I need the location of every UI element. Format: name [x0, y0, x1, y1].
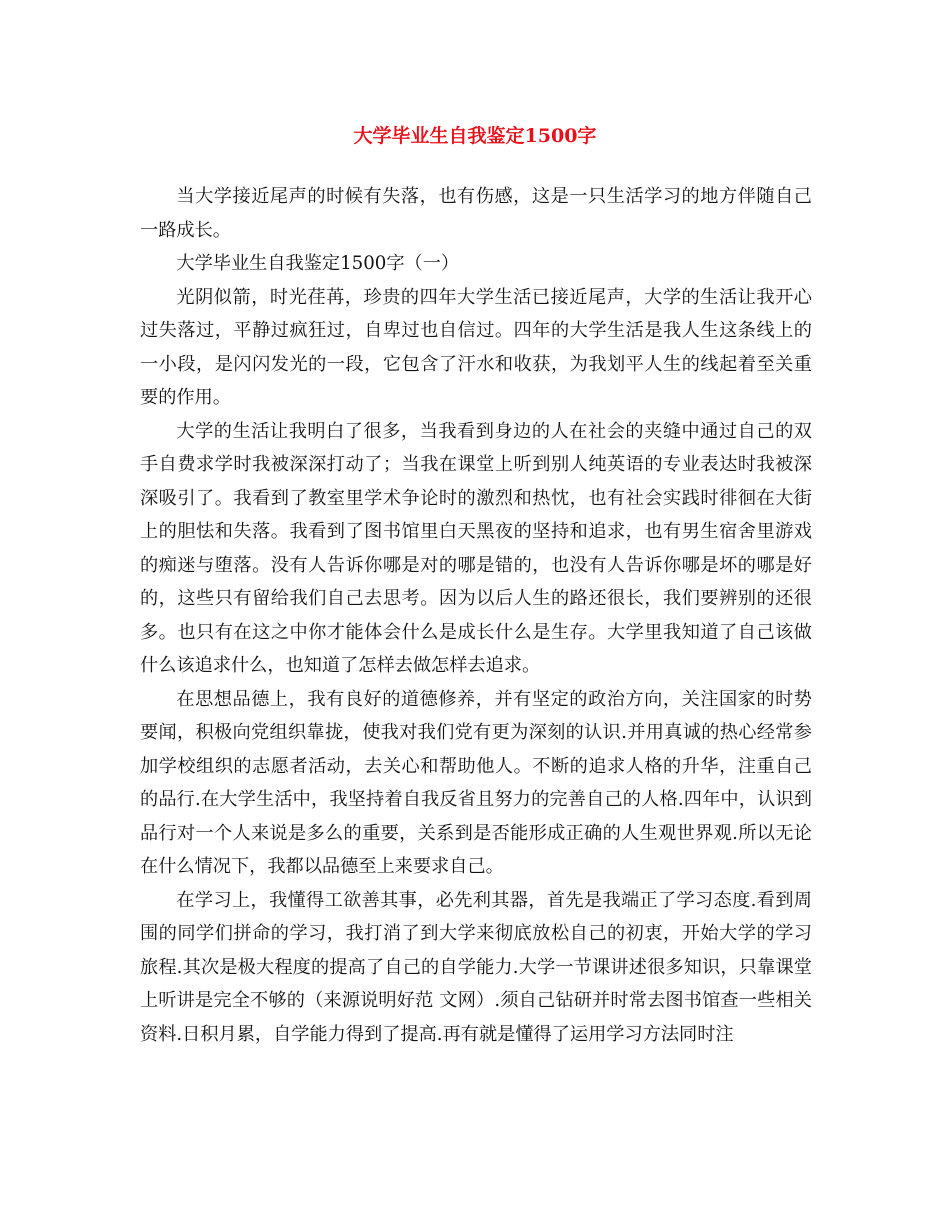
- section-heading: 大学毕业生自我鉴定1500字（一）: [176, 253, 460, 274]
- paragraph: 在思想品德上，我有良好的道德修养，并有坚定的政治方向，关注国家的时势要闻，积极向党组织靠拢，使我对我们党有更为深刻的认识.并用真诚的热心经常参加学校组织的志愿者活动，去关心和帮助他人。不断的追求人格的升华，注重自己的品行.在大学生活中，我坚持着自我反省且努力的完善自己的人格.四年中，认识到品行对一个人来说是多么的重要，关系到是否能形成正确的人生观世界观.所以无论在什么情况下，我都以品德至上来要求自己。: [140, 688, 812, 877]
- paragraph: 在学习上，我懂得工欲善其事，必先利其器，首先是我端正了学习态度.看到周围的同学们拼命的学习，我打消了到大学来彻底放松自己的初衷，开始大学的学习旅程.其次是极大程度的提高了自己的自学能力.大学一节课讲述很多知识，只靠课堂上听讲是完全不够的（来源说明好范 文网）.须自己钻研并时常去图书馆查一些相关资料.日积月累，自学能力得到了提高.再有就是懂得了运用学习方法同时注: [140, 889, 812, 1045]
- paragraph: 大学的生活让我明白了很多，当我看到身边的人在社会的夹缝中通过自己的双手自费求学时我被深深打动了；当我在课堂上听到别人纯英语的专业表达时我被深深吸引了。我看到了教室里学术争论时的激烈和热忱，也有社会实践时徘徊在大街上的胆怯和失落。我看到了图书馆里白天黑夜的坚持和追求，也有男生宿舍里游戏的痴迷与堕落。没有人告诉你哪是对的哪是错的，也没有人告诉你哪是坏的哪是好的，这些只有留给我们自己去思考。因为以后人生的路还很长，我们要辨别的还很多。也只有在这之中你才能体会什么是成长什么是生存。大学里我知道了自己该做什么该追求什么，也知道了怎样去做怎样去追求。: [140, 420, 812, 676]
- paragraph: 光阴似箭，时光荏苒，珍贵的四年大学生活已接近尾声，大学的生活让我开心过失落过，平静过疯狂过，自卑过也自信过。四年的大学生活是我人生这条线上的一小段，是闪闪发光的一段，它包含了汗水和收获，为我划平人生的线起着至关重要的作用。: [140, 286, 812, 408]
- document-title: 大学毕业生自我鉴定1500字: [353, 125, 597, 147]
- document-body: [140, 180, 812, 1051]
- paragraph-intro: 当大学接近尾声的时候有失落，也有伤感，这是一只生活学习的地方伴随自己一路成长。: [140, 186, 812, 241]
